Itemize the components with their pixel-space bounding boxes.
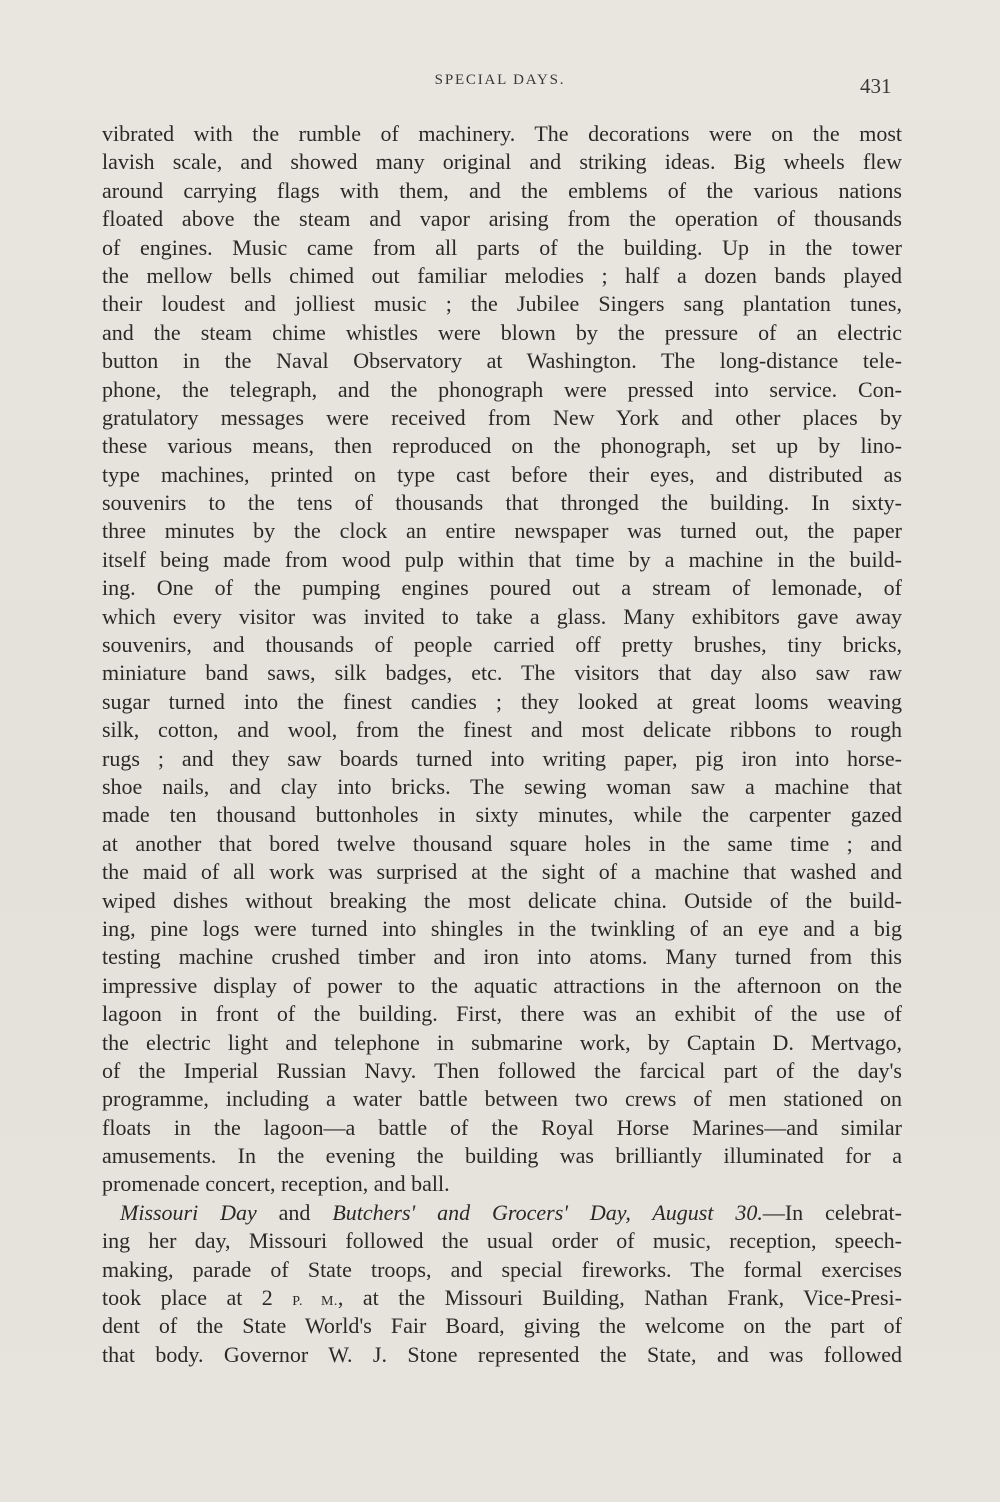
text-line: lagoon in front of the building. First, there was an exhibit of the use of — [102, 1001, 902, 1027]
text-line: shoe nails, and clay into bricks. The sewing woman saw a machine that — [102, 773, 902, 799]
text-run: , at the Missouri Building, Nathan Frank, Vice-Presi- — [337, 1285, 902, 1311]
text-line: rugs ; and they saw boards turned into writing paper, pig iron into horse- — [102, 745, 902, 771]
time-abbreviation: P. M. — [292, 1294, 338, 1310]
text-line: at another that bored twelve thousand square holes in the same time ; and — [102, 830, 902, 856]
page-number: 431 — [860, 74, 892, 98]
text-line: programme, including a water battle between two crews of men stationed on — [102, 1086, 902, 1112]
text-line: amusements. In the evening the building was brilliantly illuminated for a — [102, 1143, 902, 1169]
text-line: made ten thousand buttonholes in sixty minutes, while the carpenter gazed — [102, 802, 902, 828]
text-run: and — [256, 1199, 333, 1225]
text-line: three minutes by the clock an entire newspaper was turned out, the paper — [102, 518, 902, 544]
text-line: souvenirs, and thousands of people carried off pretty brushes, tiny bricks, — [102, 632, 902, 658]
text-line: silk, cotton, and wool, from the finest and most delicate ribbons to rough — [102, 717, 902, 743]
body-text — [102, 120, 902, 1369]
italic-heading: Missouri Day — [120, 1199, 257, 1225]
text-line: type machines, printed on type cast before their eyes, and distributed as — [102, 461, 902, 487]
text-line: that body. Governor W. J. Stone represented the State, and was followed — [102, 1341, 902, 1367]
text-line: of the Imperial Russian Navy. Then followed the farcical part of the day's — [102, 1057, 902, 1083]
text-line: vibrated with the rumble of machinery. The decorations were on the most — [102, 121, 902, 146]
text-line — [102, 1284, 902, 1312]
text-line: which every visitor was invited to take a glass. Many exhibitors gave away — [102, 603, 902, 629]
text-run: took place at 2 — [102, 1285, 293, 1311]
text-line: making, parade of State troops, and special fireworks. The formal exercises — [102, 1256, 902, 1282]
text-line: itself being made from wood pulp within that time by a machine in the build- — [102, 546, 902, 572]
text-line: wiped dishes without breaking the most delicate china. Outside of the build- — [102, 887, 902, 913]
text-line: the electric light and telephone in submarine work, by Captain D. Mertvago, — [102, 1029, 902, 1055]
text-line: impressive display of power to the aquatic attractions in the afternoon on the — [102, 972, 902, 998]
text-line: floats in the lagoon—a battle of the Royal Horse Marines—and similar — [102, 1114, 902, 1140]
text-line: sugar turned into the finest candies ; they looked at great looms weaving — [102, 688, 902, 714]
text-line: their loudest and jolliest music ; the Jubilee Singers sang plantation tunes, — [102, 291, 902, 317]
text-line: floated above the steam and vapor arising from the operation of thousands — [102, 206, 902, 232]
text-line: miniature band saws, silk badges, etc. The visitors that day also saw raw — [102, 660, 902, 686]
text-line — [102, 1199, 902, 1227]
text-line: button in the Naval Observatory at Washington. The long-distance tele- — [102, 348, 902, 374]
text-line: gratulatory messages were received from New York and other places by — [102, 404, 902, 430]
paragraph-1 — [102, 120, 902, 1199]
text-line: these various means, then reproduced on the phonograph, set up by lino- — [102, 433, 902, 459]
text-line: phone, the telegraph, and the phonograph were pressed into service. Con- — [102, 376, 902, 402]
text-line: ing, pine logs were turned into shingles in the twinkling of an eye and a big — [102, 915, 902, 941]
text-run: —In celebrat- — [762, 1199, 902, 1225]
text-line: of engines. Music came from all parts of the building. Up in the tower — [102, 234, 902, 260]
text-line: around carrying flags with them, and the emblems of the various nations — [102, 177, 902, 203]
paragraph-2 — [102, 1199, 902, 1369]
text-line: souvenirs to the tens of thousands that thronged the building. In sixty- — [102, 490, 902, 516]
running-head: SPECIAL DAYS. — [434, 72, 566, 88]
text-line: promenade concert, reception, and ball. — [102, 1171, 450, 1197]
italic-heading: Butchers' and Grocers' Day, August 30. — [332, 1199, 763, 1225]
text-line: testing machine crushed timber and iron into atoms. Many turned from this — [102, 944, 902, 970]
text-line: ing. One of the pumping engines poured out a stream of lemonade, of — [102, 575, 902, 601]
text-line: ing her day, Missouri followed the usual order of music, reception, speech- — [102, 1228, 902, 1254]
text-line: the mellow bells chimed out familiar melodies ; half a dozen bands played — [102, 262, 902, 288]
text-line: and the steam chime whistles were blown by the pressure of an electric — [102, 319, 902, 345]
text-line: the maid of all work was surprised at the sight of a machine that washed and — [102, 859, 902, 885]
text-line: dent of the State World's Fair Board, giving the welcome on the part of — [102, 1313, 902, 1339]
text-line: lavish scale, and showed many original and striking ideas. Big wheels flew — [102, 149, 902, 175]
